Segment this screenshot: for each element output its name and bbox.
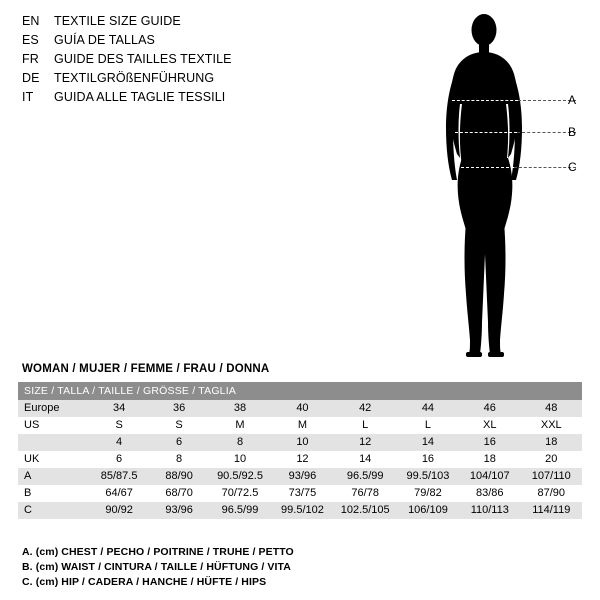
row-label: A bbox=[18, 468, 89, 485]
cell: 42 bbox=[334, 400, 397, 417]
language-title: GUÍA DE TALLAS bbox=[54, 33, 155, 47]
cell: 107/110 bbox=[521, 468, 582, 485]
row-label: US bbox=[18, 417, 89, 434]
table-header-label: SIZE / TALLA / TAILLE / GRÖSSE / TAGLIA bbox=[18, 382, 582, 400]
cell: 38 bbox=[209, 400, 272, 417]
body-figure bbox=[400, 8, 590, 368]
cell: 88/90 bbox=[150, 468, 209, 485]
measure-label-c: C bbox=[568, 160, 577, 174]
cell: 110/113 bbox=[459, 502, 521, 519]
cell: 70/72.5 bbox=[209, 485, 272, 502]
cell: 10 bbox=[209, 451, 272, 468]
table-row bbox=[18, 485, 582, 502]
note-hip: C. (cm) HIP / CADERA / HANCHE / HÜFTE / HIPS bbox=[22, 576, 267, 588]
cell: XXL bbox=[521, 417, 582, 434]
row-label: Europe bbox=[18, 400, 89, 417]
measure-line-chest-inner bbox=[452, 100, 518, 101]
row-label: B bbox=[18, 485, 89, 502]
cell: 36 bbox=[150, 400, 209, 417]
cell: 90.5/92.5 bbox=[209, 468, 272, 485]
language-code: DE bbox=[22, 71, 40, 85]
cell: 14 bbox=[334, 451, 397, 468]
language-row bbox=[22, 52, 362, 71]
cell: S bbox=[150, 417, 209, 434]
table-row bbox=[18, 468, 582, 485]
size-table bbox=[18, 382, 582, 519]
cell: 8 bbox=[209, 434, 272, 451]
language-code: IT bbox=[22, 90, 34, 104]
row-label: UK bbox=[18, 451, 89, 468]
row-label: C bbox=[18, 502, 89, 519]
cell: 6 bbox=[150, 434, 209, 451]
cell: 85/87.5 bbox=[89, 468, 150, 485]
cell: 20 bbox=[521, 451, 582, 468]
language-code: ES bbox=[22, 33, 39, 47]
language-header-block bbox=[22, 14, 362, 109]
cell: 40 bbox=[271, 400, 333, 417]
language-row bbox=[22, 71, 362, 90]
language-code: EN bbox=[22, 14, 40, 28]
cell: 93/96 bbox=[150, 502, 209, 519]
cell: 44 bbox=[397, 400, 459, 417]
cell: XL bbox=[459, 417, 521, 434]
cell: 6 bbox=[89, 451, 150, 468]
cell: 68/70 bbox=[150, 485, 209, 502]
cell: 16 bbox=[397, 451, 459, 468]
table-row bbox=[18, 400, 582, 417]
cell: 64/67 bbox=[89, 485, 150, 502]
cell: 96.5/99 bbox=[209, 502, 272, 519]
cell: L bbox=[397, 417, 459, 434]
cell: L bbox=[334, 417, 397, 434]
language-title: TEXTILE SIZE GUIDE bbox=[54, 14, 181, 28]
woman-section-heading: WOMAN / MUJER / FEMME / FRAU / DONNA bbox=[22, 363, 270, 375]
row-label bbox=[18, 434, 89, 451]
cell: 99.5/103 bbox=[397, 468, 459, 485]
language-title: GUIDE DES TAILLES TEXTILE bbox=[54, 52, 232, 66]
table-row bbox=[18, 417, 582, 434]
cell: 8 bbox=[150, 451, 209, 468]
language-row bbox=[22, 33, 362, 52]
cell: 90/92 bbox=[89, 502, 150, 519]
cell: S bbox=[89, 417, 150, 434]
cell: 4 bbox=[89, 434, 150, 451]
language-row bbox=[22, 14, 362, 33]
cell: 76/78 bbox=[334, 485, 397, 502]
table-row bbox=[18, 451, 582, 468]
cell: 83/86 bbox=[459, 485, 521, 502]
cell: 34 bbox=[89, 400, 150, 417]
cell: 18 bbox=[459, 451, 521, 468]
language-code: FR bbox=[22, 52, 39, 66]
language-title: GUIDA ALLE TAGLIE TESSILI bbox=[54, 90, 226, 104]
cell: 106/109 bbox=[397, 502, 459, 519]
measure-line-hip-outer bbox=[514, 167, 576, 168]
cell: M bbox=[209, 417, 272, 434]
female-silhouette-icon bbox=[400, 8, 590, 368]
cell: 12 bbox=[271, 451, 333, 468]
table-row bbox=[18, 434, 582, 451]
table-header-row bbox=[18, 382, 582, 400]
cell: 12 bbox=[334, 434, 397, 451]
cell: 18 bbox=[521, 434, 582, 451]
cell: 102.5/105 bbox=[334, 502, 397, 519]
language-title: TEXTILGRÖßENFÜHRUNG bbox=[54, 71, 215, 85]
cell: 114/119 bbox=[521, 502, 582, 519]
note-chest: A. (cm) CHEST / PECHO / POITRINE / TRUHE / PETTO bbox=[22, 546, 294, 558]
measure-label-a: A bbox=[568, 93, 577, 107]
cell: 96.5/99 bbox=[334, 468, 397, 485]
measure-line-waist-inner bbox=[455, 132, 517, 133]
cell: 79/82 bbox=[397, 485, 459, 502]
cell: 104/107 bbox=[459, 468, 521, 485]
cell: 16 bbox=[459, 434, 521, 451]
cell: 48 bbox=[521, 400, 582, 417]
cell: 10 bbox=[271, 434, 333, 451]
note-waist: B. (cm) WAIST / CINTURA / TAILLE / HÜFTUNG / VITA bbox=[22, 561, 291, 573]
table-row bbox=[18, 502, 582, 519]
cell: 87/90 bbox=[521, 485, 582, 502]
cell: M bbox=[271, 417, 333, 434]
measurement-notes bbox=[22, 545, 582, 590]
cell: 14 bbox=[397, 434, 459, 451]
measure-label-b: B bbox=[568, 125, 577, 139]
cell: 46 bbox=[459, 400, 521, 417]
language-row bbox=[22, 90, 362, 109]
measure-line-hip-inner bbox=[456, 167, 514, 168]
cell: 73/75 bbox=[271, 485, 333, 502]
cell: 93/96 bbox=[271, 468, 333, 485]
cell: 99.5/102 bbox=[271, 502, 333, 519]
